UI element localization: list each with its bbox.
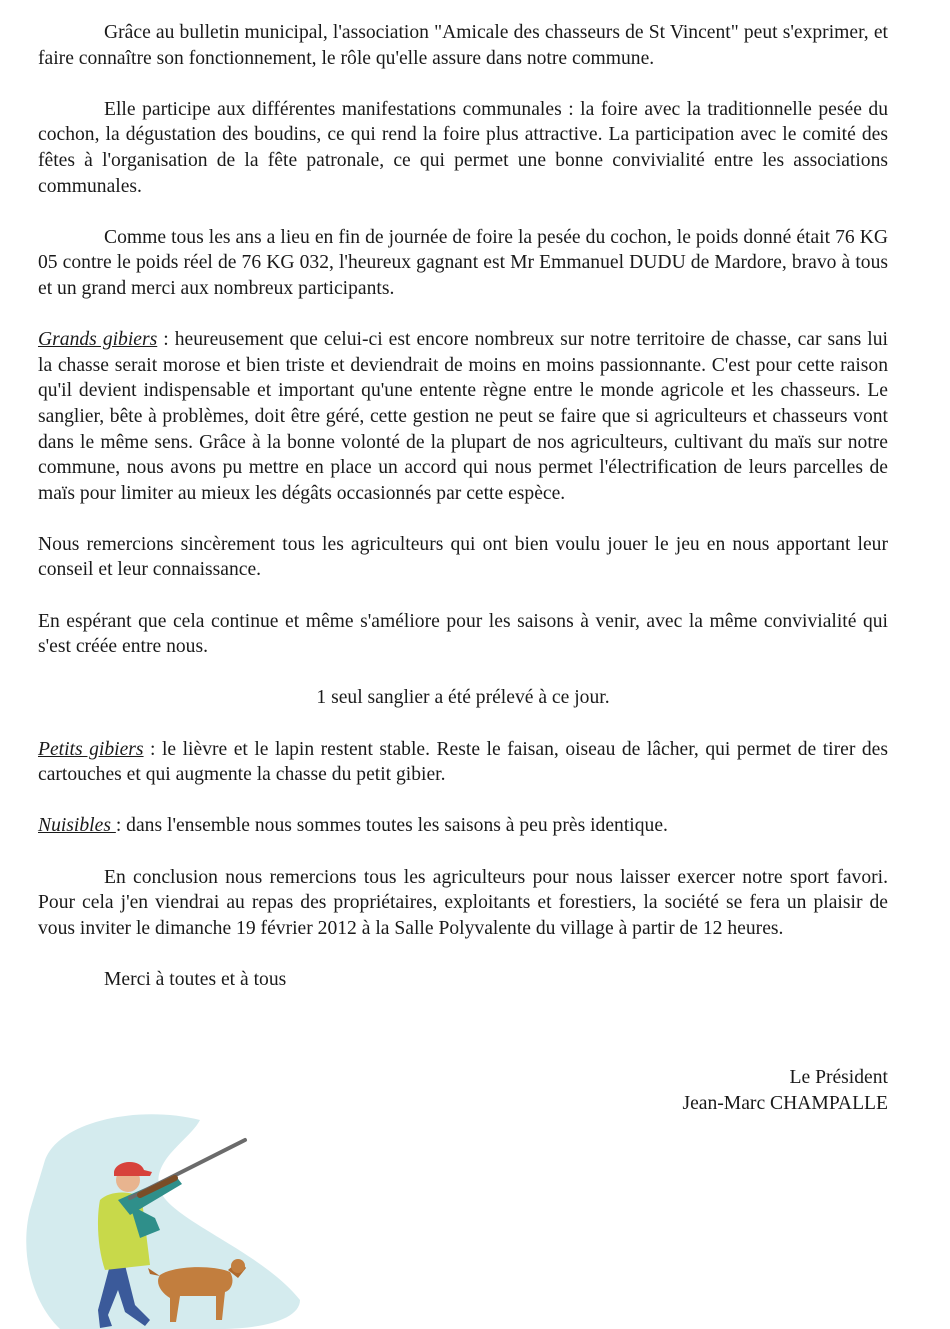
document-body [38, 20, 888, 1018]
signature-title: Le Président [789, 1067, 888, 1088]
big-game-heading: Grands gibiers [38, 329, 158, 351]
small-game-text: : le lièvre et le lapin restent stable. Reste le faisan, oiseau de lâcher, qui permet de tirer des cartouches et qui augmente la chasse du petit gibier. [38, 738, 888, 786]
hope-paragraph: En espérant que cela continue et même s'améliore pour les saisons à venir, avec la même convivialité qui s'est créée entre nous. [38, 610, 888, 658]
pests-text: : dans l'ensemble nous sommes toutes les saisons à peu près identique. [115, 815, 668, 837]
signature-name: Jean-Marc CHAMPALLE [682, 1092, 888, 1114]
small-game-heading: Petits gibiers [38, 738, 144, 760]
signature-block [682, 1065, 888, 1116]
big-game-paragraph [38, 327, 888, 506]
thanks-paragraph: Nous remercions sincèrement tous les agriculteurs qui ont bien voulu jouer le jeu en nous apportant leur conseil et leur connaissance. [38, 533, 888, 581]
intro-paragraph: Grâce au bulletin municipal, l'association "Amicale des chasseurs de St Vincent" peut s'exprimer, et faire connaître son fonctionnement, le rôle qu'elle assure dans notre commune. [38, 22, 888, 69]
pests-heading: Nuisibles [38, 815, 116, 837]
small-game-paragraph [38, 737, 888, 788]
events-paragraph: Elle participe aux différentes manifestations communales : la foire avec la traditionnelle pesée du cochon, la dégustation des boudins, ce qui rend la foire plus attractive. La participation avec le comité des fêtes à l'organisation de la fête patronale, ce qui permet une bonne convivialité entre les associations communales. [38, 98, 888, 197]
boar-count-line: 1 seul sanglier a été prélevé à ce jour. [316, 687, 610, 709]
pests-paragraph [38, 813, 888, 839]
closing-line: Merci à toutes et à tous [104, 968, 287, 990]
big-game-text: : heureusement que celui-ci est encore nombreux sur notre territoire de chasse, car sans lui la chasse serait morose et bien triste et deviendrait de moins en moins passionnante. C'est pour cette raison qu'il devient indispensable et important qu'une entente règne entre le monde agricole et les chasseurs. Le sanglier, bête à problèmes, doit être géré, cette gestion ne peut se faire que si agriculteurs et chasseurs vont dans le même sens. Grâce à la bonne volonté de la plupart de nos agriculteurs, cultivant du maïs sur notre commune, nous avons pu mettre en place un accord qui nous permet l'électrification de leurs parcelles de maïs pour limiter au mieux les dégâts occasionnés par cette espèce. [38, 329, 888, 504]
pig-weighing-paragraph: Comme tous les ans a lieu en fin de journée de foire la pesée du cochon, le poids donné était 76 KG 05 contre le poids réel de 76 KG 032, l'heureux gagnant est Mr Emmanuel DUDU de Mardore, bravo à tous et un grand merci aux nombreux participants. [38, 226, 888, 299]
conclusion-paragraph: En conclusion nous remercions tous les agriculteurs pour nous laisser exercer notre sport favori. Pour cela j'en viendrai au repas des propriétaires, exploitants et forestiers, la société se fera un plaisir de vous inviter le dimanche 19 février 2012 à la Salle Polyvalente du village à partir de 12 heures. [38, 866, 888, 939]
hunter-illustration [0, 1100, 320, 1329]
